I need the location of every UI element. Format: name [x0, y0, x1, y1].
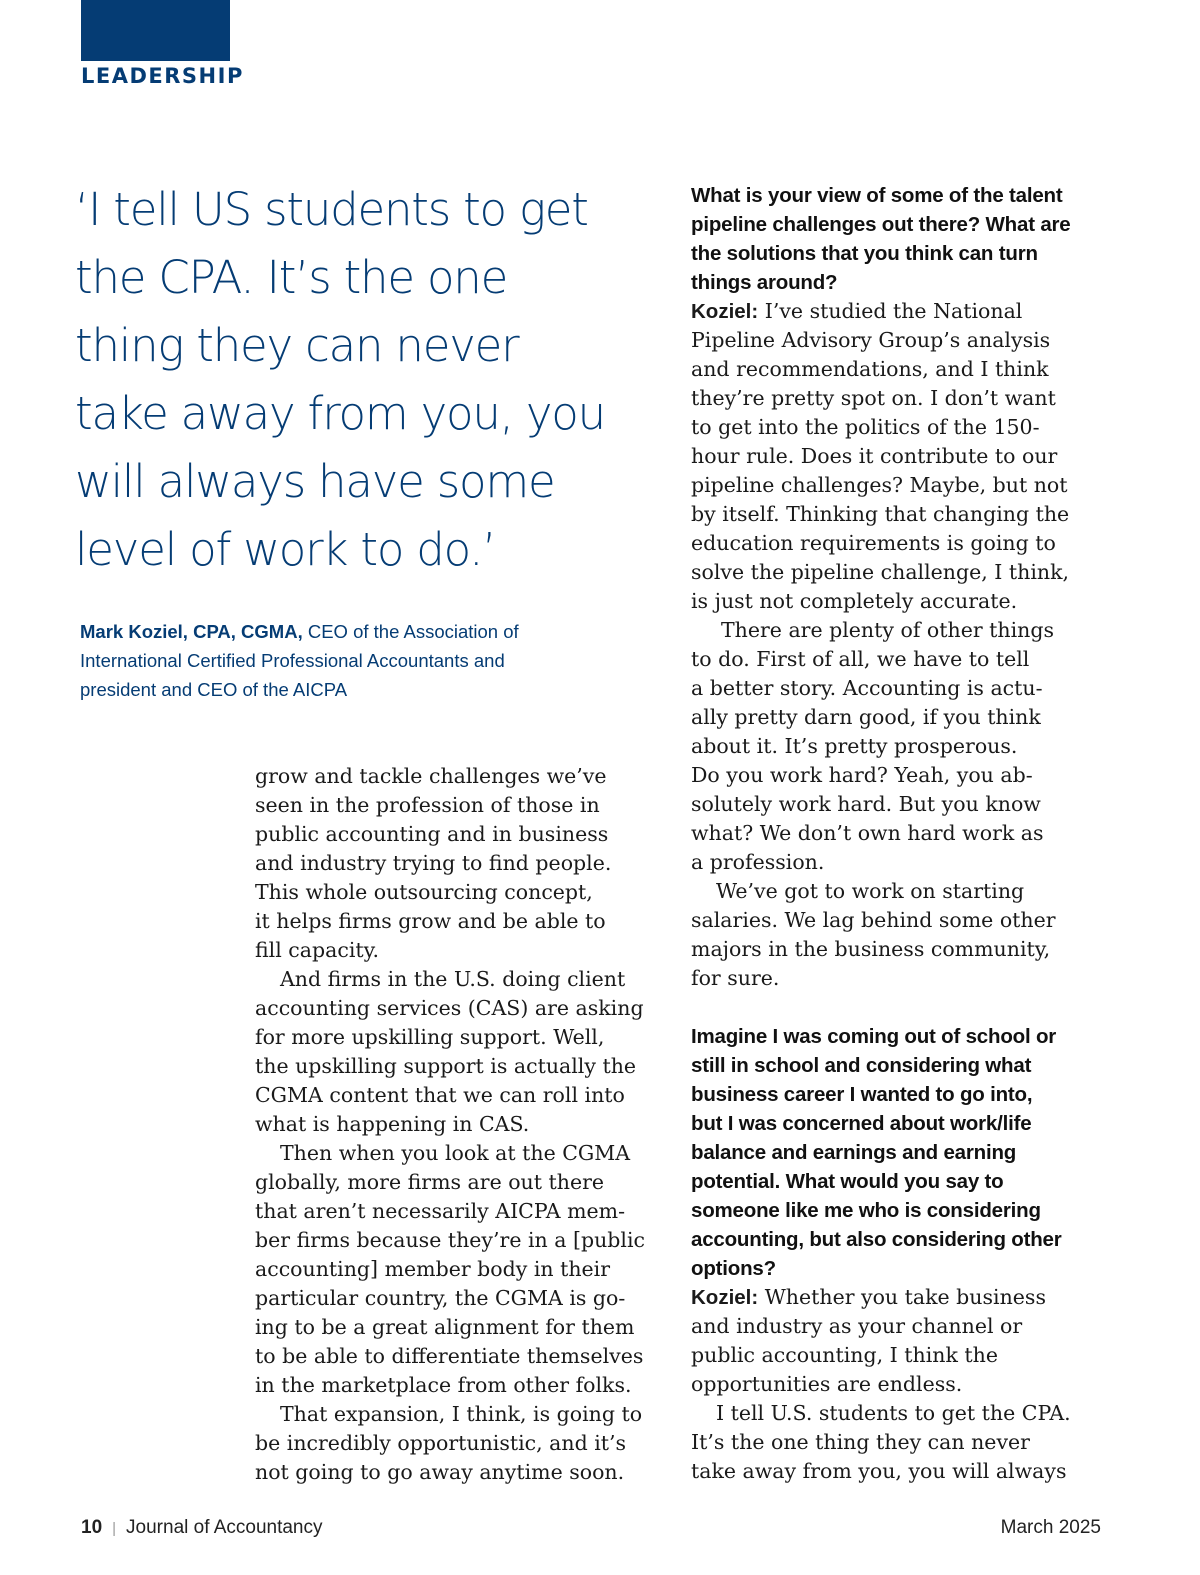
answer-text: Whether you take business and industry as your channel or public accounting, I think the opportunities are endless.: [691, 1285, 1046, 1396]
issue-date: March 2025: [1000, 1517, 1101, 1538]
attribution-name: Mark Koziel, CPA, CGMA,: [80, 621, 303, 642]
answer-paragraph: There are plenty of other things to do. First of all, we have to tell a better story. Accounting is actu- ally pretty darn good, if you think about it. It’s pretty prosperous. Do you work hard? Yeah, you ab- solutely work hard. But you know what? We don’t own hard work as a profession.: [691, 618, 1054, 874]
attribution: [80, 617, 570, 704]
answer-paragraph: [691, 297, 1111, 616]
spacer: [691, 993, 1111, 1022]
answer-paragraph: [691, 1283, 1111, 1399]
section-label: LEADERSHIP: [81, 64, 244, 88]
body-paragraph: And firms in the U.S. doing client accounting services (CAS) are asking for more upskilling support. Well, the upskilling support is actually the CGMA content that we can roll into what is happening in CAS.: [255, 967, 644, 1136]
answer-text: I’ve studied the National Pipeline Advisory Group’s analysis and recommendations, and I think they’re pretty spot on. I don’t want to get into the politics of the 150- hour rule. Does it contribute to our pipeline challenges? Maybe, but not by itself. Thinking that changing the education requirements is going to solve the pipeline challenge, I think, is just not completely accurate.: [691, 299, 1070, 613]
speaker-label: Koziel:: [691, 300, 759, 323]
publication-name: Journal of Accountancy: [126, 1517, 323, 1538]
footer-separator: |: [112, 1520, 117, 1537]
answer-paragraph: I tell U.S. students to get the CPA. It’s the one thing they can never take away from you, you will always: [691, 1401, 1071, 1483]
interview-question: What is your view of some of the talent pipeline challenges out there? What are the solutions that you think can turn things around?: [691, 184, 1071, 294]
interview-question: Imagine I was coming out of school or still in school and considering what business career I wanted to go into, but I was concerned about work/life balance and earnings and earning potential. What would you say to someone like me who is considering accounting, but also considering other options?: [691, 1025, 1062, 1280]
section-color-block: [81, 0, 230, 61]
pull-quote: ‘I tell US students to get the CPA. It’s the one thing they can never take away from you, you will always have some level of work to do.’: [75, 183, 605, 576]
answer-paragraph: We’ve got to work on starting salaries. We lag behind some other majors in the business community, for sure.: [691, 879, 1056, 990]
speaker-label: Koziel:: [691, 1286, 759, 1309]
middle-column: [255, 762, 685, 1487]
footer-left: [81, 1517, 323, 1539]
attribution-title: CEO of the Association of International Certified Professional Accountants and president and CEO of the AICPA: [80, 621, 519, 700]
body-paragraph: That expansion, I think, is going to be incredibly opportunistic, and it’s not going to go away anytime soon.: [255, 1402, 643, 1484]
body-paragraph: grow and tackle challenges we’ve seen in the profession of those in public accounting and in business and industry trying to find people. This whole outsourcing concept, it helps firms grow and be able to fill capacity.: [255, 764, 612, 962]
page-number: 10: [81, 1517, 103, 1538]
body-paragraph: Then when you look at the CGMA globally, more firms are out there that aren’t necessarily AICPA mem- ber firms because they’re in a [public accounting] member body in their particular country, the CGMA is go- ing to be a great alignment for them to be able to differentiate themselves in the marketplace from other folks.: [255, 1141, 646, 1397]
right-column: [691, 181, 1111, 1486]
